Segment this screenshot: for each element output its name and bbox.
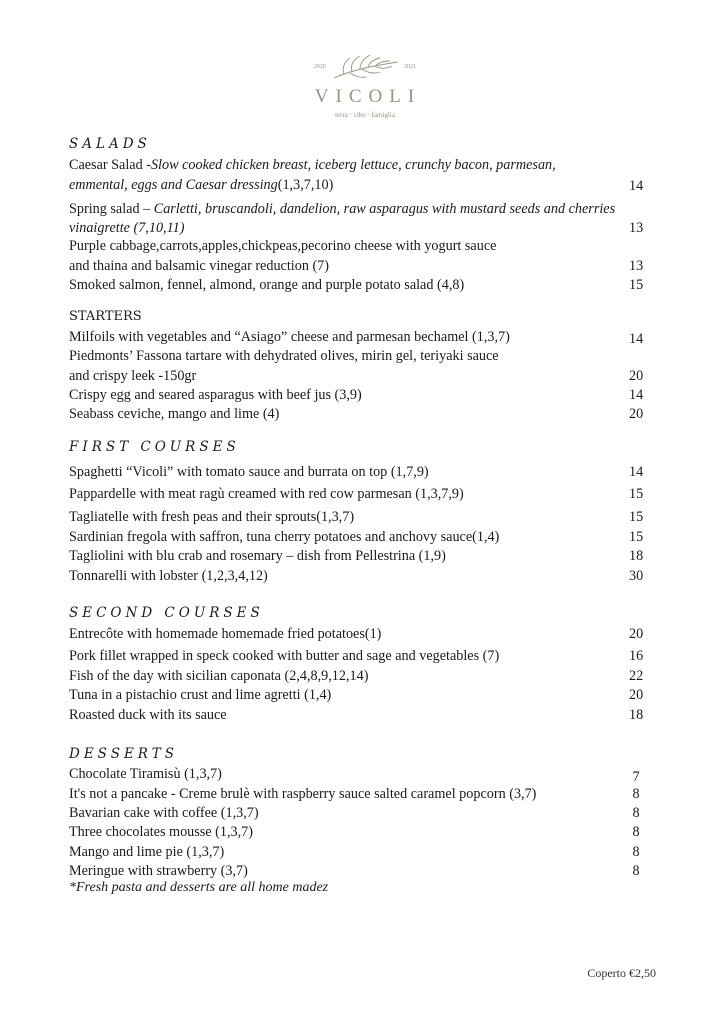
brand-name: VICOLI [314,86,422,107]
item-price: 30 [629,568,644,584]
menu-item [69,667,659,686]
section-title-first-courses: FIRST COURSES [69,439,240,455]
item-price: 15 [629,529,644,545]
menu-item [69,567,659,586]
item-name: Entrecôte with homemade homemade fried potatoes(1) [69,626,382,642]
item-price: 20 [629,406,644,422]
item-price: 8 [632,786,640,802]
item-name: Pappardelle with meat ragù creamed with red cow parmesan (1,3,7,9) [69,486,464,502]
menu-item [69,862,659,881]
menu-item [69,237,659,256]
item-name: Chocolate Tiramisù (1,3,7) [69,766,222,782]
item-name: Crispy egg and seared asparagus with beef jus (3,9) [69,387,362,403]
menu-item [69,804,659,823]
item-price: 15 [629,277,644,293]
item-name: Fish of the day with sicilian caponata (2,4,8,9,12,14) [69,668,369,684]
menu-item-line2 [69,367,659,386]
item-price: 15 [629,509,644,525]
section-title-desserts: DESSERTS [69,746,178,762]
item-price: 16 [629,648,644,664]
item-name: Caesar Salad - [69,157,151,173]
item-name: Smoked salmon, fennel, almond, orange and purple potato salad (4,8) [69,277,465,293]
item-price: 20 [629,626,644,642]
menu-item [69,547,659,566]
menu-item [69,765,659,784]
item-price: 15 [629,486,644,502]
item-description: Carletti, bruscandoli, dandelion, raw asparagus with mustard seeds and cherries [153,201,616,217]
item-name: Tuna in a pistachio crust and lime agretti (1,4) [69,687,332,703]
cover-charge: Coperto €2,50 [587,966,656,980]
item-price: 22 [629,668,644,684]
item-price: 13 [629,220,644,236]
menu-item [69,156,659,175]
menu-item [69,347,659,366]
item-price: 8 [632,824,640,840]
menu-item [69,686,659,705]
item-name: Milfoils with vegetables and “Asiago” cheese and parmesan bechamel (1,3,7) [69,329,510,345]
item-description: vinaigrette (7,10,11) [69,220,185,236]
menu-item [69,405,659,424]
item-name: Seabass ceviche, mango and lime (4) [69,406,280,422]
section-title-second-courses: SECOND COURSES [69,605,264,621]
logo-year-left: 2020 [314,64,326,70]
menu-item [69,463,659,482]
item-price: 18 [629,548,644,564]
item-price: 20 [629,687,644,703]
item-name: Mango and lime pie (1,3,7) [69,844,225,860]
item-name: Piedmonts’ Fassona tartare with dehydrated olives, mirin gel, teriyaki sauce [69,348,499,364]
item-name: It's not a pancake - Creme brulè with raspberry sauce salted caramel popcorn (3,7) [69,786,537,802]
menu-item [69,843,659,862]
menu-item [69,528,659,547]
item-name-line2: and crispy leek -150gr [69,368,197,384]
item-price: 18 [629,707,644,723]
menu-item [69,276,659,295]
item-price: 20 [629,368,644,384]
menu-item [69,647,659,666]
item-name: Spaghetti “Vicoli” with tomato sauce and burrata on top (1,7,9) [69,464,429,480]
item-name: Purple cabbage,carrots,apples,chickpeas,pecorino cheese with yogurt sauce [69,238,497,254]
item-name: Bavarian cake with coffee (1,3,7) [69,805,259,821]
item-price: 14 [629,331,644,347]
menu-item-line2 [69,219,659,238]
brand-tagline: terra · cibo · famiglia [335,111,395,119]
menu-item [69,386,659,405]
menu-item [69,706,659,725]
item-name: Tagliolini with blu crab and rosemary – dish from Pellestrina (1,9) [69,548,446,564]
item-price: 8 [632,805,640,821]
menu-item [69,485,659,504]
menu-item [69,508,659,527]
item-name: Spring salad – [69,201,154,217]
item-price: 14 [629,464,644,480]
item-price: 13 [629,258,644,274]
item-allergens: (1,3,7,10) [277,177,334,193]
homemade-note: *Fresh pasta and desserts are all home madez [69,880,329,895]
item-price: 14 [629,387,644,403]
item-name: Sardinian fregola with saffron, tuna cherry potatoes and anchovy sauce(1,4) [69,529,500,545]
menu-item-line2 [69,176,659,195]
menu-item [69,328,659,347]
item-name: Roasted duck with its sauce [69,707,227,723]
item-price: 14 [629,178,644,194]
item-name-line2: and thaina and balsamic vinegar reduction (7) [69,258,330,274]
item-price: 7 [632,769,640,785]
item-name: Tonnarelli with lobster (1,2,3,4,12) [69,568,268,584]
item-name: Three chocolates mousse (1,3,7) [69,824,253,840]
section-title-starters: STARTERS [69,309,142,324]
logo-year-right: 2021 [404,64,416,70]
menu-item-line2 [69,257,659,276]
olive-branch-icon [328,52,402,84]
item-price: 8 [632,844,640,860]
menu-item [69,823,659,842]
menu-item [69,200,659,219]
item-name: Tagliatelle with fresh peas and their sprouts(1,3,7) [69,509,355,525]
menu-item [69,625,659,644]
item-description: emmental, eggs and Caesar dressing [69,177,278,193]
section-title-salads: SALADS [69,136,151,152]
item-description: Slow cooked chicken breast, iceberg lettuce, crunchy bacon, parmesan, [150,157,556,173]
menu-item [69,785,659,804]
item-price: 8 [632,863,640,879]
restaurant-logo [300,48,430,126]
item-name: Pork fillet wrapped in speck cooked with butter and sage and vegetables (7) [69,648,500,664]
item-name: Meringue with strawberry (3,7) [69,863,248,879]
